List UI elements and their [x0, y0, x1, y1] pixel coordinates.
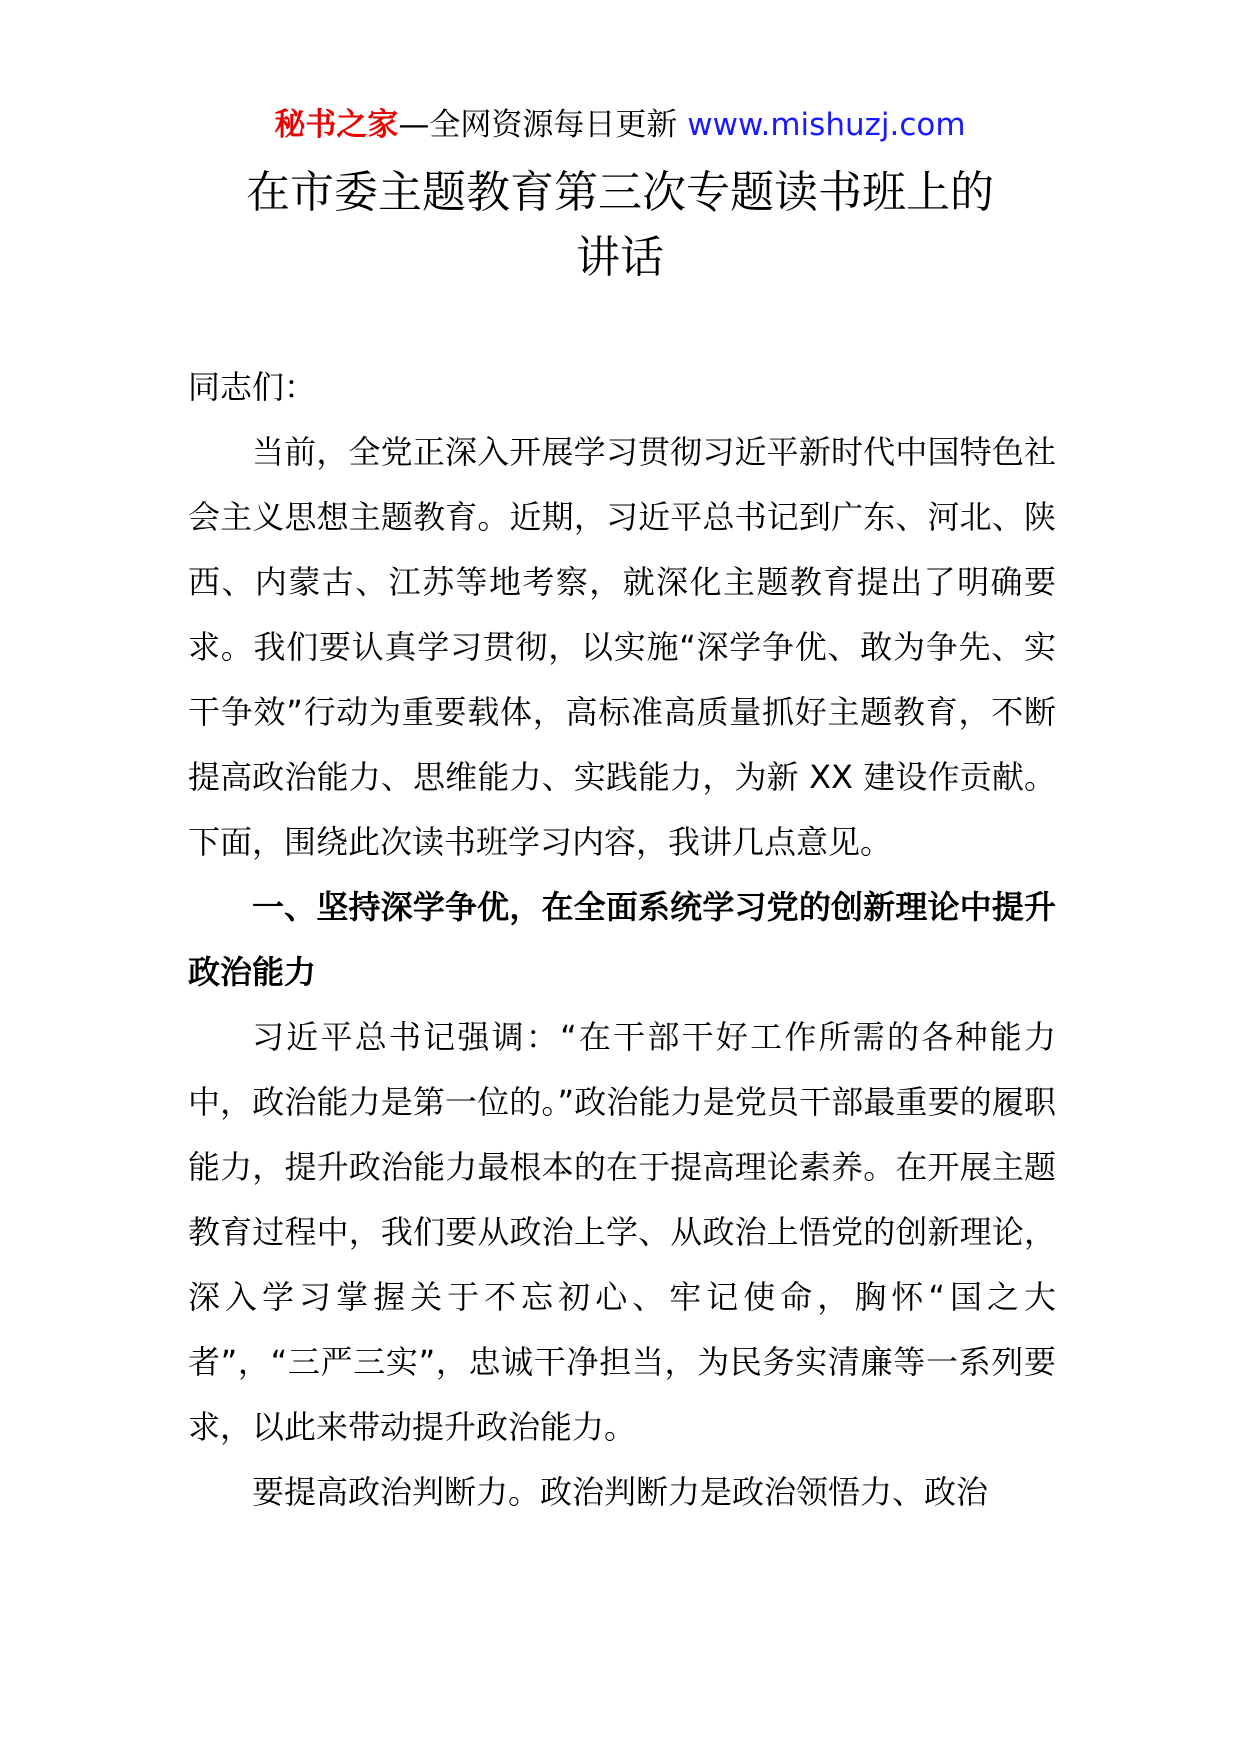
paragraph-intro: 当前，全党正深入开展学习贯彻习近平新时代中国特色社会主义思想主题教育。近期，习近平总书记到广东、河北、陕西、内蒙古、江苏等地考察，就深化主题教育提出了明确要求。我们要认真学习贯彻，以实施“深学争优、敢为争先、实干争效”行动为重要载体，高标准高质量抓好主题教育，不断提高政治能力、思维能力、实践能力，为新 XX 建设作贡献。下面，围绕此次读书班学习内容，我讲几点意见。 — [188, 433, 1056, 861]
section-heading-1: 一、坚持深学争优，在全面系统学习党的创新理论中提升政治能力 — [188, 888, 1056, 991]
salutation: 同志们： — [188, 368, 317, 406]
site-header — [0, 100, 1240, 150]
document-title — [0, 160, 1240, 290]
paragraph-political-ability: 习近平总书记强调：“在干部干好工作所需的各种能力中，政治能力是第一位的。”政治能力是党员干部最重要的履职能力，提升政治能力最根本的在于提高理论素养。在开展主题教育过程中，我们要从政治上学、从政治上悟党的创新理论，深入学习掌握关于不忘初心、牢记使命，胸怀“国之大者”，“三严三实”，忠诚干净担当，为民务实清廉等一系列要求，以此来带动提升政治能力。 — [188, 1018, 1056, 1446]
header-slogan: —全网资源每日更新 — [398, 107, 678, 143]
paragraph-political-judgment: 要提高政治判断力。政治判断力是政治领悟力、政治 — [252, 1473, 989, 1511]
title-line-1: 在市委主题教育第三次专题读书班上的 — [246, 167, 994, 218]
title-line-2: 讲话 — [576, 232, 664, 283]
document-body — [188, 355, 1056, 1525]
brand-name: 秘书之家 — [274, 107, 399, 143]
site-url: www.mishuzj.com — [687, 107, 966, 143]
